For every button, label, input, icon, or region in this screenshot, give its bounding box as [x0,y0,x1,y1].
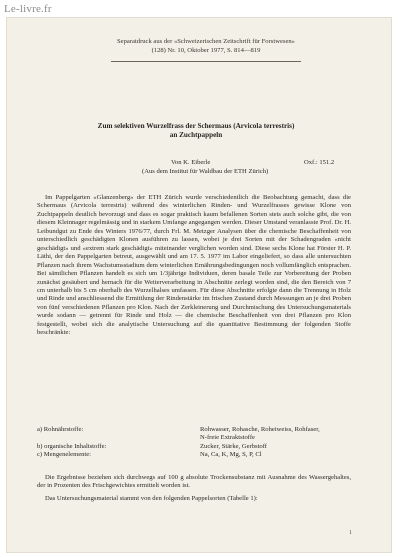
article-title [46,122,346,140]
offprint-line-1: Separatdruck aus der «Schweizerischen Zeitschrift für Forstwesen» [117,38,295,45]
offprint-line-2: (128) Nr. 10, Oktober 1977, S. 814—819 [151,47,261,54]
list-value: Na, Ca, K, Mg, S, P, Cl [200,451,262,459]
substance-list [37,426,351,460]
document-page [6,17,392,553]
body-text [37,194,351,338]
author-institute: (Aus dem Institut für Waldbau der ETH Zürich) [142,168,269,175]
list-key: a) Rohnährstoffe: [37,426,84,433]
page-number: 1 [349,530,352,536]
list-item [37,443,351,451]
offprint-header [76,37,336,55]
watermark: Le-livre.fr [4,3,52,15]
author-name: Von K. Eiberle [171,159,211,166]
title-line-2: an Zuchtpappeln [169,131,223,139]
closing-text [37,474,351,507]
list-value: N-freie Extraktstoffe [200,434,255,442]
closing-paragraph: Die Ergebnisse beziehen sich durchwegs auf 100 g absolute Trockensubstanz mit Ausnahme des Wassergehaltes, der in Prozenten des Frischgewichtes ermittelt worden ist. [37,474,351,490]
oxford-code: Oxf.: 151.2 [304,159,335,166]
title-line-1: Zum selektiven Wurzelfrass der Schermaus (Arvicola terrestris) [97,122,295,130]
closing-paragraph: Das Untersuchungsmaterial stammt von den folgenden Pappelsorten (Tabelle 1): [45,494,258,502]
header-rule [111,61,301,62]
list-key: b) organische Inhaltstoffe: [37,442,107,450]
list-key: c) Mengenelemente: [37,451,92,459]
list-item [37,451,351,459]
list-value: Zucker, Stärke, Gerbstoff [200,442,267,450]
list-value: Rohwasser, Rohasche, Roheiweiss, Rohfaser, [200,426,320,433]
list-item [37,426,351,434]
list-item [37,434,351,442]
body-paragraph: Im Pappelgarten «Glanzenberg» der ETH Zürich wurde verschiedentlich die Beobachtung gemacht, dass die Schermaus (Arvicola terrestris) während des winterlichen Rinden- und Wurzelfrasses gewisse Klone von Zuchtpappeln deutlich bevorzugt und dass es sogar praktisch kaum befallenen Sorten stets auch solche gibt, die von diesem Kleinnager regelmässig und in starkem Umfange angegangen werden. Dieser Umstand veranlasste Prof. Dr. H. Leibundgut zu Ende des Winters 1976/77, durch Frl. M. Metzger Analysen über die chemische Beschaffenheit von unterschiedlich geschädigten Klonen ausführen zu lassen, wobei je drei Sorten mit der Schadengraden «nicht geschädigt» und «extrem stark geschädigt» miteinander verglichen worden sind. Diese sechs Klone hat Förster H. P. Läthi, der den Pappelgarten betreut, ausgewählt und am 17. 5. 1977 im Labor eingeliefert, so dass alle untersuchten Pflanzen nach ihrem Wachstumsstadium dem winterlichen Ernährungsbedingungen noch vollumfänglich entsprachen. Bei sämtlichen Pflanzen handelt es sich um 1/3jährige Individuen, deren basale Teile zur Vorbereitung der Proben zunächst gesäubert und hernach für die Weiterverarbeitung in Abschnitte zerlegt worden sind, die den Bereich von 7 cm unterhalb bis 5 cm oberhalb des Wurzelhalses umfassen. Für diese Abschnitte erfolgte dann die Trennung in Holz und Rinde und anschliessend die Ermittlung der Rindenstärke im frischen Zustand durch Messungen an je drei Proben von fünf verschiedenen Pflanzen pro Klon. Nach der Zerkleinerung und Durchmischung des Untersuchungsmaterials wurde sodann — getrennt für Rinde und Holz — die chemische Beschaffenheit von drei Pflanzen pro Klon festgestellt, wobei sich die analytische Untersuchung auf die quantitative Bestimmung der folgenden Stoffe beschränkte: [37,194,351,337]
